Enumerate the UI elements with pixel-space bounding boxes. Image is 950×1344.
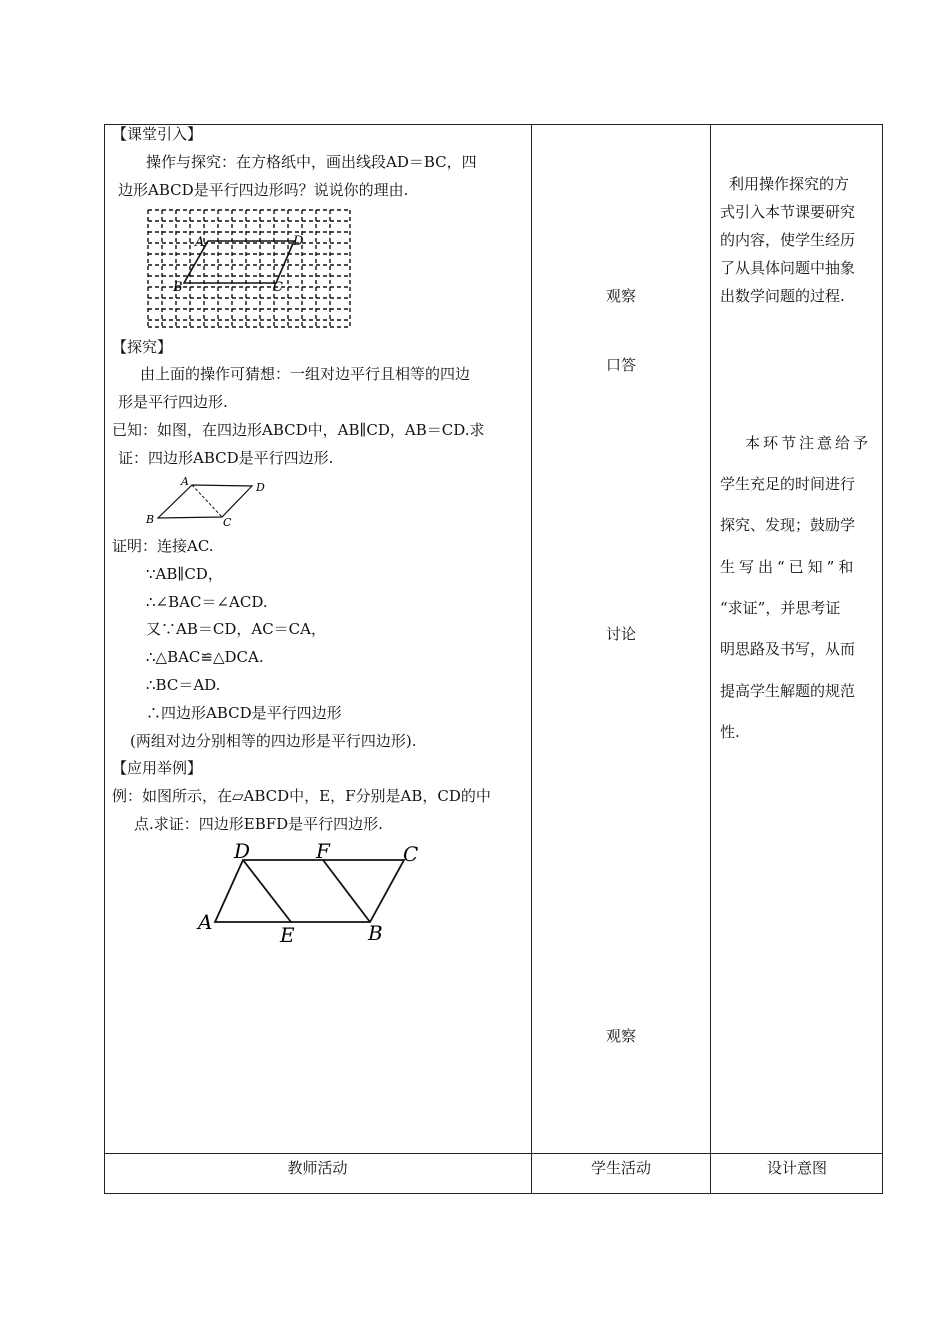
design-note-line: 性. <box>720 723 740 741</box>
design-note-line: 的内容，使学生经历 <box>720 231 856 249</box>
vertex-label: A <box>198 910 213 934</box>
design-note-line: 出数学问题的过程. <box>720 287 845 305</box>
vertex-label: E <box>280 923 295 947</box>
grid-figure <box>140 206 360 332</box>
proof-line: ∵AB∥CD， <box>146 565 223 583</box>
segment-fb <box>323 860 370 922</box>
proof-line: ∴BC＝AD. <box>146 676 221 694</box>
vertex-label: A <box>195 235 205 250</box>
footer-design-intent: 设计意图 <box>766 1159 827 1177</box>
example-text-line: 例：如图所示，在▱ABCD中，E，F分别是AB，CD的中 <box>112 787 491 805</box>
design-note-line: 利用操作探究的方 <box>729 175 850 193</box>
footer-divider <box>104 1153 883 1154</box>
parallelogram-abcd <box>158 485 252 518</box>
vertex-label: C <box>223 516 232 529</box>
vertex-label: B <box>368 921 383 945</box>
explore-text-line: 由上面的操作可猜想：一组对边平行且相等的四边 <box>140 365 471 383</box>
design-note-line: 学生充足的时间进行 <box>720 475 856 493</box>
proof-line: (两组对边分别相等的四边形是平行四边形). <box>130 732 417 750</box>
student-activity: 观察 <box>605 287 636 305</box>
example-text-line: 点.求证：四边形EBFD是平行四边形. <box>134 815 383 833</box>
parallelogram-abcd <box>215 860 404 922</box>
proof-line: ∴∠BAC＝∠ACD. <box>146 593 268 611</box>
design-note-line: 明思路及书写，从而 <box>720 640 856 658</box>
vertex-label: D <box>234 839 251 863</box>
small-parallelogram-figure <box>140 472 280 532</box>
example-parallelogram-figure <box>190 838 430 948</box>
design-note-line: 生写出“已知”和 <box>720 558 858 576</box>
vertex-label: B <box>173 280 183 295</box>
student-activity: 观察 <box>605 1027 636 1045</box>
design-note-line: 了从具体问题中抽象 <box>720 259 856 277</box>
segment-de <box>243 860 291 922</box>
footer-student-activity: 学生活动 <box>590 1159 651 1177</box>
design-note-line: 本环节注意给予 <box>745 434 872 452</box>
vertex-label: B <box>146 513 155 526</box>
dashed-grid <box>148 210 350 327</box>
vertex-label: D <box>256 481 265 494</box>
section-heading-explore: 【探究】 <box>112 338 173 356</box>
design-note-line: 探究、发现；鼓励学 <box>720 516 856 534</box>
vertex-label: D <box>293 234 304 249</box>
vertex-label: C <box>273 280 283 295</box>
given-text-line: 证：四边形ABCD是平行四边形. <box>118 449 334 467</box>
intro-text-line: 操作与探究：在方格纸中，画出线段AD＝BC，四 <box>146 153 477 171</box>
vertex-label: F <box>316 839 330 863</box>
section-heading-apply: 【应用举例】 <box>112 759 203 777</box>
student-activity: 讨论 <box>605 625 636 643</box>
proof-line: 又∵AB＝CD，AC＝CA， <box>146 620 326 638</box>
column-divider <box>710 124 711 1194</box>
section-heading-intro: 【课堂引入】 <box>112 125 203 143</box>
intro-text-line: 边形ABCD是平行四边形吗？说说你的理由. <box>118 181 409 199</box>
design-note-line: 式引入本节课要研究 <box>720 203 856 221</box>
given-text-line: 已知：如图，在四边形ABCD中，AB∥CD，AB＝CD.求 <box>112 421 485 439</box>
proof-line: ∴四边形ABCD是平行四边形 <box>146 704 342 722</box>
proof-line: ∴△BAC≌△DCA. <box>146 648 264 666</box>
diagonal-ac <box>192 485 222 517</box>
footer-teacher-activity: 教师活动 <box>287 1159 348 1177</box>
proof-line: 证明：连接AC. <box>112 537 214 555</box>
explore-text-line: 形是平行四边形. <box>118 393 228 411</box>
design-note-line: 提高学生解题的规范 <box>720 682 856 700</box>
vertex-label: A <box>181 475 189 488</box>
vertex-label: C <box>403 842 419 866</box>
student-activity: 口答 <box>605 356 636 374</box>
design-note-line: “求证”，并思考证 <box>720 599 841 617</box>
